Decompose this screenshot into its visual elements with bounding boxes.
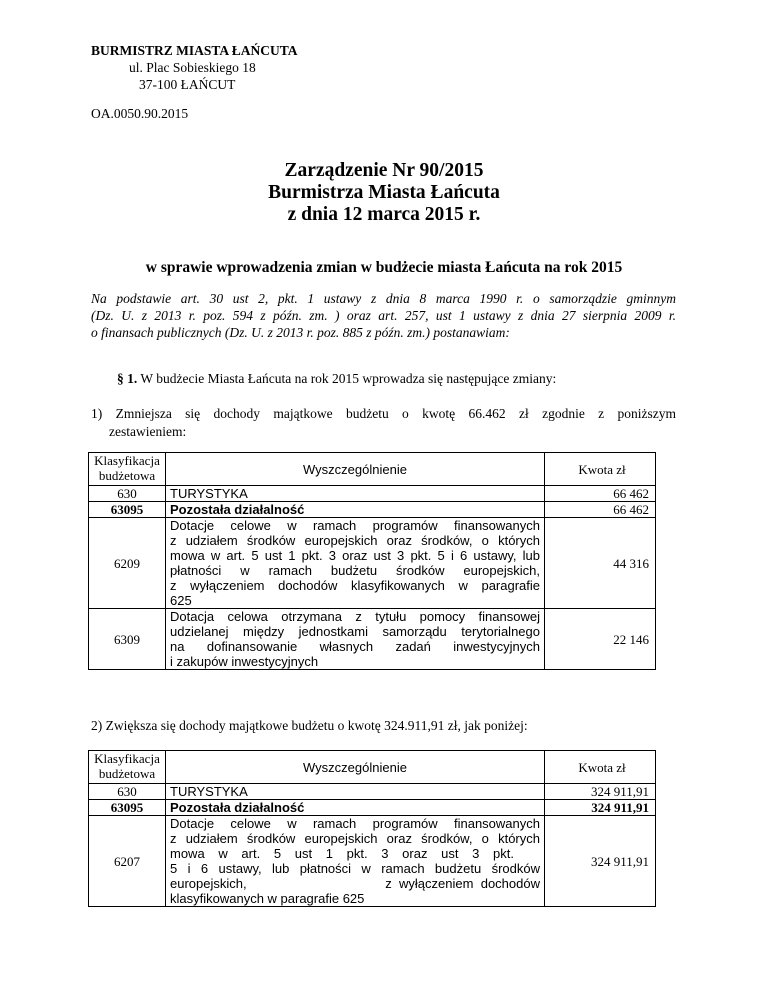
header-description bbox=[166, 453, 545, 486]
header-amount-text: Kwota zł bbox=[578, 759, 626, 775]
dzial-amount: 66 462 bbox=[545, 486, 656, 502]
rozdzial-name: Pozostała działalność bbox=[166, 502, 545, 518]
paragraf-code: 6207 bbox=[89, 816, 166, 907]
header-amount-text: Kwota zł bbox=[578, 461, 626, 477]
desc-line: mowa w art. 5 ust 1 pkt. 3 oraz ust 3 pkt. bbox=[170, 846, 514, 861]
table-header-row bbox=[89, 453, 656, 486]
table-row bbox=[89, 486, 656, 502]
paragraf-amount: 324 911,91 bbox=[545, 816, 656, 907]
desc-line: udzielanej między jednostkami samorządu terytorialnego bbox=[170, 624, 540, 639]
item-1 bbox=[91, 405, 676, 441]
paragraph-text: W budżecie Miasta Łańcuta na rok 2015 wprowadza się następujące zmiany: bbox=[140, 371, 557, 386]
authority-name: BURMISTRZ MIASTA ŁAŃCUTA bbox=[91, 43, 298, 58]
table-header-row bbox=[89, 751, 656, 784]
title-line-2: Burmistrza Miasta Łańcuta bbox=[268, 182, 500, 203]
header-classification-text: Klasyfikacja budżetowa bbox=[94, 751, 160, 781]
header-classification bbox=[89, 453, 166, 486]
desc-line: 5 i 6 ustawy, lub płatności w ramach budżetu środków bbox=[170, 861, 540, 876]
desc-line: Dotacje celowe w ramach programów finansowanych bbox=[170, 518, 540, 533]
desc-line: klasyfikowanych w paragrafie 625 bbox=[170, 891, 365, 906]
table-row bbox=[89, 609, 656, 670]
table-row bbox=[89, 784, 656, 800]
legal-basis-line: Na podstawie art. 30 ust 2, pkt. 1 ustawy z dnia 8 marca 1990 r. o samorządzie gminnym bbox=[91, 291, 676, 306]
legal-basis-line: o finansach publicznych (Dz. U. z 2013 r. poz. 885 z późn. zm.) postanawiam: bbox=[91, 325, 510, 340]
authority-city: 37-100 ŁAŃCUT bbox=[139, 77, 236, 92]
dzial-amount: 324 911,91 bbox=[545, 784, 656, 800]
budget-table-increase bbox=[88, 750, 656, 907]
paragraf-code: 6309 bbox=[89, 609, 166, 670]
header-description bbox=[166, 751, 545, 784]
paragraf-amount: 44 316 bbox=[545, 518, 656, 609]
dzial-name: TURYSTYKA bbox=[166, 486, 545, 502]
desc-line: z wyłączeniem dochodów klasyfikowanych w paragrafie bbox=[170, 578, 540, 593]
paragraf-amount: 22 146 bbox=[545, 609, 656, 670]
dzial-name: TURYSTYKA bbox=[166, 784, 545, 800]
desc-line: płatności w ramach budżetu środków europejskich, bbox=[170, 563, 540, 578]
header-classification bbox=[89, 751, 166, 784]
desc-line: na dofinansowanie własnych zadań inwestycyjnych bbox=[170, 639, 540, 654]
dzial-code: 630 bbox=[89, 784, 166, 800]
header-classification-text: Klasyfikacja budżetowa bbox=[94, 453, 160, 483]
rozdzial-code: 63095 bbox=[89, 502, 166, 518]
title-line-3: z dnia 12 marca 2015 r. bbox=[287, 204, 481, 225]
item-2: 2) Zwiększa się dochody majątkowe budżetu o kwotę 324.911,91 zł, jak poniżej: bbox=[91, 718, 528, 733]
title-line-1: Zarządzenie Nr 90/2015 bbox=[284, 160, 484, 181]
rozdzial-amount: 66 462 bbox=[545, 502, 656, 518]
desc-line: z udziałem środków europejskich oraz środków, o których bbox=[170, 831, 540, 846]
desc-line: mowa w art. 5 ust 1 pkt. 3 oraz ust 3 pkt. 5 i 6 ustawy, lub bbox=[170, 548, 540, 563]
paragraf-code: 6209 bbox=[89, 518, 166, 609]
paragraf-description bbox=[166, 609, 545, 670]
item-1-line-1: 1) Zmniejsza się dochody majątkowe budżetu o kwotę 66.462 zł zgodnie z poniższym bbox=[91, 406, 676, 421]
header-amount bbox=[545, 751, 656, 784]
header-amount bbox=[545, 453, 656, 486]
table-row bbox=[89, 518, 656, 609]
paragraph-mark: § 1. bbox=[117, 371, 138, 386]
rozdzial-amount: 324 911,91 bbox=[545, 800, 656, 816]
desc-line: europejskich, z wyłączeniem dochodów bbox=[170, 876, 540, 891]
budget-table-decrease bbox=[88, 452, 656, 670]
header-description-text: Wyszczególnienie bbox=[303, 759, 407, 775]
rozdzial-code: 63095 bbox=[89, 800, 166, 816]
table-row bbox=[89, 816, 656, 907]
dzial-code: 630 bbox=[89, 486, 166, 502]
item-1-line-2: zestawieniem: bbox=[109, 424, 187, 439]
desc-line: i zakupów inwestycyjnych bbox=[170, 654, 319, 669]
paragraph-1 bbox=[117, 371, 556, 387]
desc-line: Dotacja celowa otrzymana z tytułu pomocy finansowej bbox=[170, 609, 540, 624]
header-description-text: Wyszczególnienie bbox=[303, 461, 407, 477]
paragraf-description bbox=[166, 518, 545, 609]
table-row bbox=[89, 502, 656, 518]
authority-address: ul. Plac Sobieskiego 18 bbox=[129, 60, 256, 75]
document-subject: w sprawie wprowadzenia zmian w budżecie miasta Łańcuta na rok 2015 bbox=[145, 259, 623, 276]
legal-basis bbox=[91, 290, 676, 341]
paragraf-description bbox=[166, 816, 545, 907]
legal-basis-line: (Dz. U. z 2013 r. poz. 594 z późn. zm. ) oraz art. 257, ust 1 ustawy z dnia 27 sierpnia 2009 r. bbox=[91, 308, 676, 323]
table-row bbox=[89, 800, 656, 816]
reference-number: OA.0050.90.2015 bbox=[91, 106, 189, 121]
desc-line: z udziałem środków europejskich oraz środków, o których bbox=[170, 533, 540, 548]
desc-line: 625 bbox=[170, 593, 192, 608]
rozdzial-name: Pozostała działalność bbox=[166, 800, 545, 816]
desc-line: Dotacje celowe w ramach programów finansowanych bbox=[170, 816, 540, 831]
